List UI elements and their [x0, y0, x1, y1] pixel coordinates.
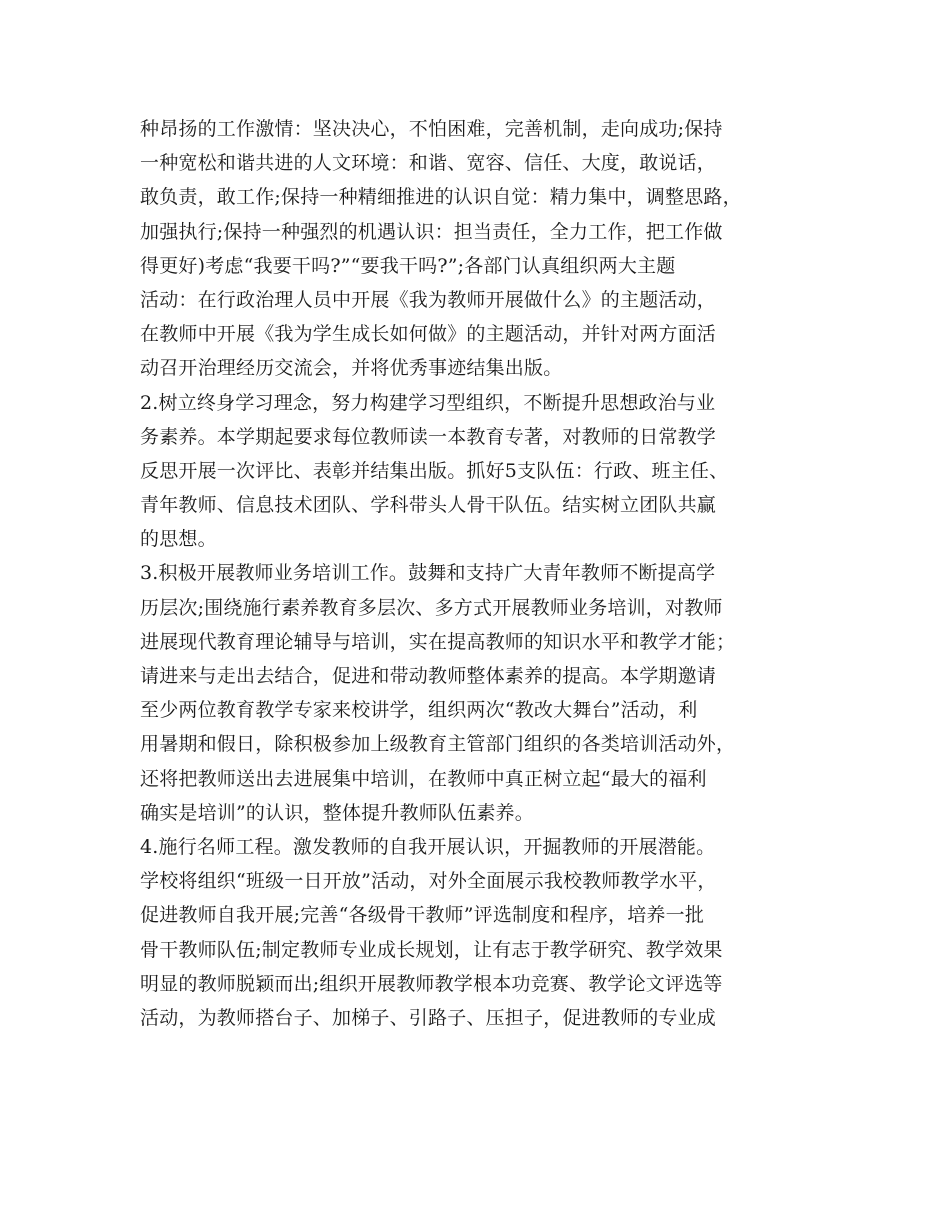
text-line: 得更好)考虑“我要干吗?”“要我干吗?”;各部门认真组织两大主题	[140, 254, 676, 277]
text-line: 活动，为教师搭台子、加梯子、引路子、压担子，促进教师的专业成	[140, 1006, 717, 1029]
text-line: 促进教师自我开展;完善“各级骨干教师”评选制度和程序，培养一批	[140, 904, 705, 927]
text-line: 加强执行;保持一种强烈的机遇认识：担当责任，全力工作，把工作做	[140, 220, 723, 243]
text-line: 务素养。本学期起要求每位教师读一本教育专著，对教师的日常教学	[140, 425, 717, 448]
text-line: 进展现代教育理论辅导与培训，实在提高教师的知识水平和教学才能；	[140, 630, 736, 653]
document-body	[140, 112, 830, 1035]
text-line: 学校将组织“班级一日开放”活动，对外全面展示我校教师教学水平，	[140, 870, 717, 893]
text-line: 敢负责，敢工作;保持一种精细推进的认识自觉：精力集中，调整思路，	[140, 186, 742, 209]
text-line: 2.树立终身学习理念，努力构建学习型组织，不断提升思想政治与业	[140, 391, 716, 414]
text-line: 至少两位教育教学专家来校讲学，组织两次“教改大舞台”活动，利	[140, 699, 698, 722]
text-line: 历层次;围绕施行素养教育多层次、多方式开展教师业务培训，对教师	[140, 596, 723, 619]
text-line: 3.积极开展教师业务培训工作。鼓舞和支持广大青年教师不断提高学	[140, 562, 716, 585]
text-line: 用暑期和假日，除积极参加上级教育主管部门组织的各类培训活动外，	[140, 733, 736, 756]
text-line: 还将把教师送出去进展集中培训，在教师中真正树立起“最大的福利	[140, 767, 707, 790]
text-line: 请进来与走出去结合，促进和带动教师整体素养的提高。本学期邀请	[140, 665, 717, 687]
text-line: 在教师中开展《我为学生成长如何做》的主题活动，并针对两方面活	[140, 323, 717, 346]
text-line: 种昂扬的工作激情：坚决决心，不怕困难，完善机制，走向成功;保持	[140, 118, 723, 140]
text-line: 明显的教师脱颖而出;组织开展教师教学根本功竞赛、教学论文评选等	[140, 972, 723, 995]
text-line: 一种宽松和谐共进的人文环境：和谐、宽容、信任、大度，敢说话，	[140, 152, 717, 175]
text-line: 青年教师、信息技术团队、学科带头人骨干队伍。结实树立团队共赢	[140, 494, 717, 517]
text-line: 确实是培训”的认识，整体提升教师队伍素养。	[140, 801, 534, 824]
text-line: 活动：在行政治理人员中开展《我为教师开展做什么》的主题活动，	[140, 288, 717, 311]
text-line: 动召开治理经历交流会，并将优秀事迹结集出版。	[140, 357, 563, 380]
text-line: 的思想。	[140, 528, 217, 551]
text-line: 4.施行名师工程。激发教师的自我开展认识，开掘教师的开展潜能。	[140, 835, 716, 858]
text-line: 骨干教师队伍;制定教师专业成长规划，让有志于教学研究、教学效果	[140, 938, 723, 961]
text-line: 反思开展一次评比、表彰并结集出版。抓好5支队伍：行政、班主任、	[140, 459, 729, 482]
